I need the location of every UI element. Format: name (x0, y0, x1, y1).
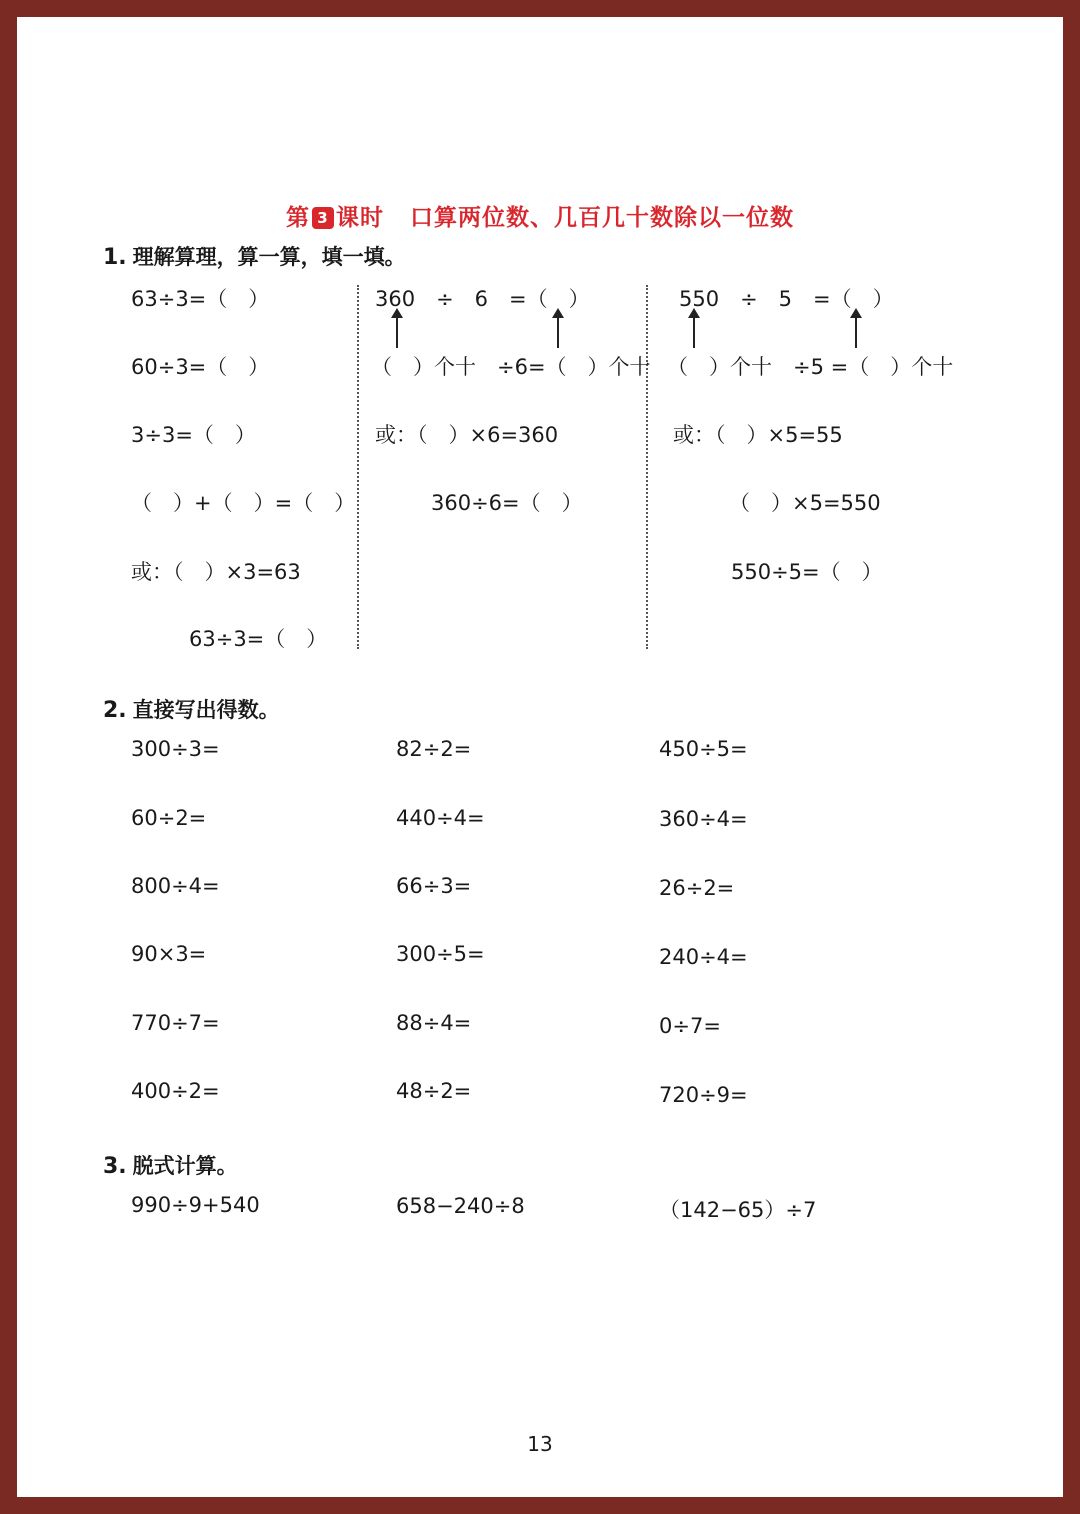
question-2-text: 直接写出得数。 (132, 698, 280, 722)
question-3-text: 脱式计算。 (132, 1154, 238, 1178)
question-3-heading (103, 1150, 238, 1180)
worksheet-page (17, 17, 1063, 1497)
q1-col2-top: 360 ÷ 6 =（ ） (375, 287, 590, 311)
up-arrow-icon (396, 314, 398, 348)
q2-item: 48÷2= (396, 1079, 472, 1103)
up-arrow-icon (557, 314, 559, 348)
q2-item: 360÷4= (659, 807, 748, 831)
up-arrow-icon (855, 314, 857, 348)
column-divider (357, 285, 359, 649)
question-2-number: 2. (103, 698, 127, 723)
q2-item: 0÷7= (659, 1014, 721, 1038)
lesson-topic: 口算两位数、几百几十数除以一位数 (410, 205, 794, 231)
lesson-number-badge: 3 (312, 207, 334, 229)
q2-item: 60÷2= (131, 806, 207, 830)
q2-item: 240÷4= (659, 945, 748, 969)
q1-col1-line: 60÷3=（ ） (131, 355, 270, 379)
q2-item: 800÷4= (131, 874, 220, 898)
q2-item: 720÷9= (659, 1083, 748, 1107)
q1-col2-line: 360÷6=（ ） (431, 491, 583, 515)
q2-item: 88÷4= (396, 1011, 472, 1035)
q1-col3-line: 或：（ ）×5=55 (673, 423, 843, 447)
up-arrow-icon (693, 314, 695, 348)
question-2-heading (103, 694, 280, 724)
q2-item: 440÷4= (396, 806, 485, 830)
q1-col1-line: 63÷3=（ ） (131, 287, 270, 311)
q1-col2-split: （ ）个十 ÷6=（ ）个十 (371, 355, 651, 379)
lesson-title (17, 199, 1063, 232)
question-1-heading (103, 241, 406, 271)
q2-item: 82÷2= (396, 737, 472, 761)
q1-col3-line: 550÷5=（ ） (731, 560, 883, 584)
q2-item: 450÷5= (659, 737, 748, 761)
q3-item: （142−65）÷7 (659, 1198, 817, 1222)
lesson-suffix: 课时 (336, 205, 384, 231)
q2-item: 300÷5= (396, 942, 485, 966)
column-divider (646, 285, 648, 649)
q1-col1-line: （ ）+（ ）=（ ） (131, 491, 356, 515)
q3-item: 990÷9+540 (131, 1193, 260, 1217)
q1-col1-line: 63÷3=（ ） (189, 627, 328, 651)
q3-item: 658−240÷8 (396, 1194, 525, 1218)
q1-col1-line: 或：（ ）×3=63 (131, 560, 301, 584)
q1-col3-top: 550 ÷ 5 =（ ） (679, 287, 894, 311)
question-3-number: 3. (103, 1154, 127, 1179)
q2-item: 26÷2= (659, 876, 735, 900)
question-1-number: 1. (103, 245, 127, 270)
q1-col3-split: （ ）个十 ÷5 =（ ）个十 (667, 355, 954, 379)
q1-col2-line: 或：（ ）×6=360 (375, 423, 559, 447)
q2-item: 770÷7= (131, 1011, 220, 1035)
q2-item: 90×3= (131, 942, 207, 966)
question-1-text: 理解算理，算一算，填一填。 (132, 245, 406, 269)
q1-col1-line: 3÷3=（ ） (131, 423, 256, 447)
page-number: 13 (527, 1432, 553, 1456)
q2-item: 66÷3= (396, 874, 472, 898)
lesson-prefix: 第 (286, 205, 310, 231)
q1-col3-line: （ ）×5=550 (729, 491, 881, 515)
q2-item: 400÷2= (131, 1079, 220, 1103)
q2-item: 300÷3= (131, 737, 220, 761)
